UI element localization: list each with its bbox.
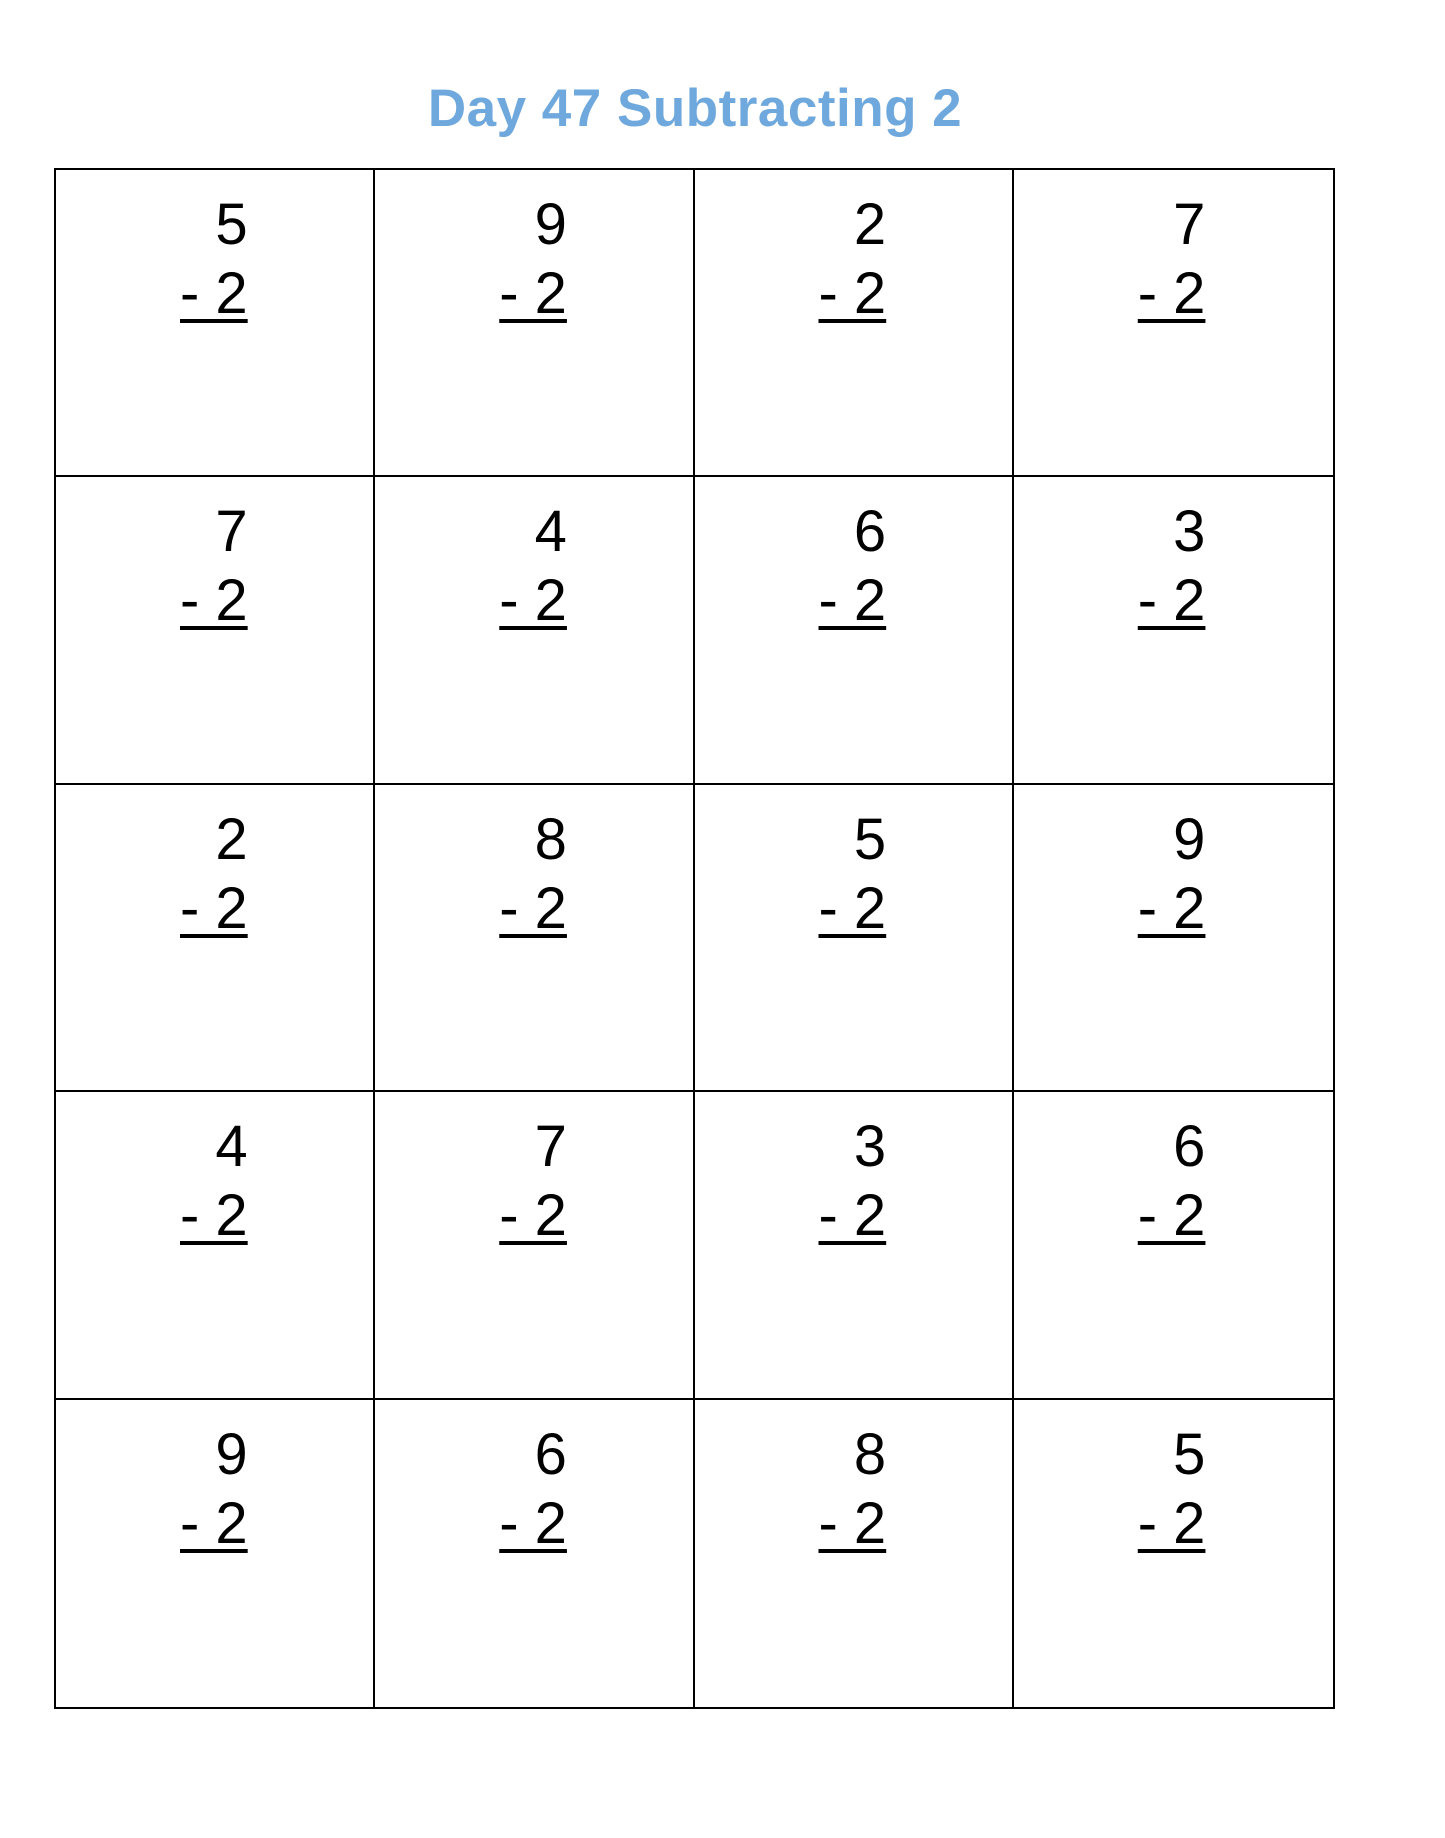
subtrahend: - 2 [1137, 261, 1206, 326]
subtraction-problem [819, 190, 887, 328]
problem-cell [1014, 170, 1333, 477]
minuend: 7 [534, 1114, 567, 1180]
problem-cell [56, 785, 375, 1092]
subtraction-problem [819, 1112, 887, 1250]
minuend: 6 [1173, 1114, 1206, 1180]
minuend: 8 [853, 1421, 887, 1487]
subtraction-problem [499, 1112, 567, 1250]
subtrahend: - 2 [1137, 1490, 1206, 1556]
subtraction-problem [1138, 1420, 1206, 1558]
worksheet-title: Day 47 Subtracting 2 [427, 79, 963, 138]
subtrahend: - 2 [499, 875, 567, 941]
problem-cell [375, 170, 694, 477]
minuend: 5 [215, 192, 248, 257]
subtrahend: - 2 [818, 568, 887, 634]
subtraction-problem [1138, 1112, 1206, 1250]
subtraction-problem [1138, 190, 1206, 328]
problem-cell [375, 1092, 694, 1399]
subtrahend: - 2 [1137, 875, 1206, 941]
minuend: 9 [1173, 806, 1206, 872]
problem-cell [56, 1400, 375, 1707]
problem-cell [56, 477, 375, 784]
subtraction-problem [499, 805, 567, 943]
minuend: 3 [853, 1114, 887, 1180]
problem-cell [375, 785, 694, 1092]
minuend: 6 [534, 1421, 567, 1487]
problem-cell [695, 785, 1014, 1092]
minuend: 9 [534, 192, 567, 257]
problem-cell [695, 170, 1014, 477]
subtrahend: - 2 [499, 568, 567, 634]
subtrahend: - 2 [818, 875, 887, 941]
minuend: 8 [534, 806, 567, 872]
minuend: 4 [534, 499, 567, 565]
subtraction-problem [499, 190, 567, 328]
problem-cell [1014, 477, 1333, 784]
problem-cell [695, 1400, 1014, 1707]
subtrahend: - 2 [818, 1183, 887, 1249]
problem-cell [56, 170, 375, 477]
subtrahend: - 2 [1137, 568, 1206, 634]
subtraction-problem [819, 1420, 887, 1558]
subtrahend: - 2 [180, 568, 248, 634]
subtrahend: - 2 [499, 261, 567, 326]
problem-cell [1014, 785, 1333, 1092]
minuend: 2 [853, 192, 887, 257]
minuend: 6 [853, 499, 887, 565]
subtraction-problem [819, 497, 887, 635]
problem-cell [56, 1092, 375, 1399]
subtraction-problem [180, 497, 248, 635]
subtraction-problem [499, 497, 567, 635]
subtrahend: - 2 [180, 1183, 248, 1249]
minuend: 9 [215, 1421, 248, 1487]
subtrahend: - 2 [818, 1490, 887, 1556]
problem-cell [375, 1400, 694, 1707]
minuend: 4 [215, 1114, 248, 1180]
minuend: 5 [1173, 1421, 1206, 1487]
minuend: 2 [215, 806, 248, 872]
problem-cell [1014, 1092, 1333, 1399]
minuend: 5 [853, 806, 887, 872]
subtrahend: - 2 [818, 261, 887, 326]
problem-cell [695, 1092, 1014, 1399]
problem-cell [375, 477, 694, 784]
subtrahend: - 2 [499, 1183, 567, 1249]
subtrahend: - 2 [180, 1490, 248, 1556]
problem-cell [695, 477, 1014, 784]
subtraction-problem [1138, 805, 1206, 943]
subtrahend: - 2 [180, 261, 248, 326]
problem-grid [54, 168, 1335, 1709]
minuend: 7 [1173, 192, 1206, 257]
problem-cell [1014, 1400, 1333, 1707]
subtrahend: - 2 [180, 875, 248, 941]
subtraction-problem [180, 1112, 248, 1250]
minuend: 3 [1173, 499, 1206, 565]
subtraction-problem [1138, 497, 1206, 635]
subtrahend: - 2 [1137, 1183, 1206, 1249]
subtraction-problem [499, 1420, 567, 1558]
subtraction-problem [819, 805, 887, 943]
subtrahend: - 2 [499, 1490, 567, 1556]
subtraction-problem [180, 805, 248, 943]
subtraction-problem [180, 1420, 248, 1558]
subtraction-problem [180, 190, 248, 328]
minuend: 7 [215, 499, 248, 565]
